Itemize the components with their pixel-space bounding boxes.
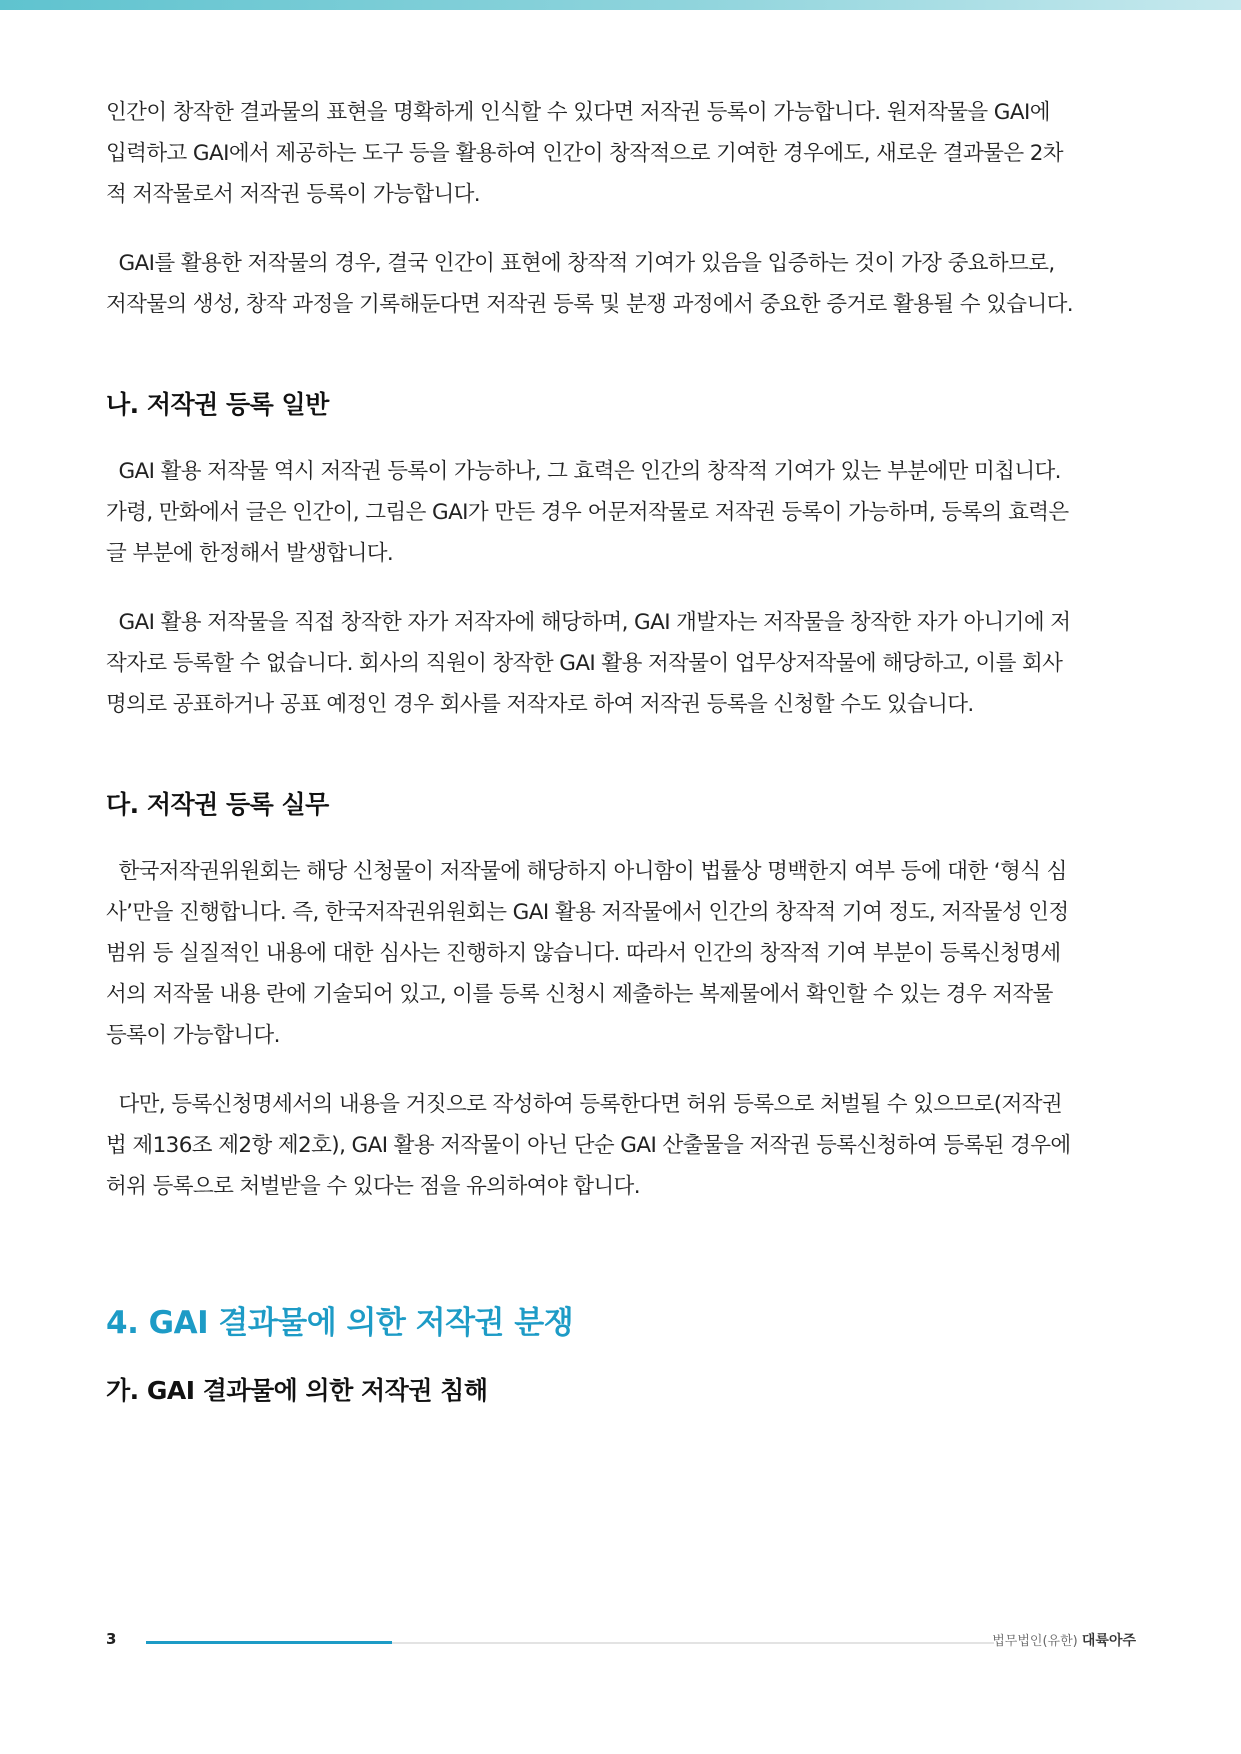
heading-registration-general: 나. 저작권 등록 일반	[106, 390, 329, 419]
text-line: GAI 활용 저작물을 직접 창작한 자가 저작자에 해당하며, GAI 개발자는 저작물을 창작한 자가 아니기에 저	[106, 610, 1071, 635]
paragraph-da-1	[106, 851, 1136, 1056]
text-line: 저작물의 생성, 창작 과정을 기록해둔다면 저작권 등록 및 분쟁 과정에서 중요한 증거로 활용될 수 있습니다.	[106, 292, 1074, 317]
text-line: 한국저작권위원회는 해당 신청물이 저작물에 해당하지 아니함이 법률상 명백한지 여부 등에 대한 ‘형식 심	[106, 859, 1067, 884]
section-heading-copyright-dispute: 4. GAI 결과물에 의한 저작권 분쟁	[106, 1305, 574, 1341]
text-line: GAI 활용 저작물 역시 저작권 등록이 가능하나, 그 효력은 인간의 창작적 기여가 있는 부분에만 미칩니다.	[106, 459, 1061, 484]
page-number: 3	[106, 1630, 117, 1648]
text-line: 작자로 등록할 수 없습니다. 회사의 직원이 창작한 GAI 활용 저작물이 업무상저작물에 해당하고, 이를 회사	[106, 651, 1063, 676]
text-line: 적 저작물로서 저작권 등록이 가능합니다.	[106, 182, 481, 207]
paragraph-da-2	[106, 1084, 1136, 1207]
footer-divider-accent	[146, 1641, 392, 1644]
heading-copyright-infringement: 가. GAI 결과물에 의한 저작권 침해	[106, 1376, 488, 1405]
text-line: 서의 저작물 내용 란에 기술되어 있고, 이를 등록 신청시 제출하는 복제물에서 확인할 수 있는 경우 저작물	[106, 982, 1053, 1007]
text-line: GAI를 활용한 저작물의 경우, 결국 인간이 표현에 창작적 기여가 있음을 입증하는 것이 가장 중요하므로,	[106, 251, 1055, 276]
text-line: 명의로 공표하거나 공표 예정인 경우 회사를 저작자로 하여 저작권 등록을 신청할 수도 있습니다.	[106, 692, 974, 717]
firm-brand-prefix: 법무법인(유한)	[992, 1634, 1078, 1649]
firm-brand	[992, 1630, 1136, 1650]
text-line: 등록이 가능합니다.	[106, 1023, 280, 1048]
text-line: 다만, 등록신청명세서의 내용을 거짓으로 작성하여 등록한다면 허위 등록으로 처벌될 수 있으므로(저작권	[106, 1092, 1063, 1117]
text-line: 글 부분에 한정해서 발생합니다.	[106, 541, 394, 566]
text-line: 법 제136조 제2항 제2호), GAI 활용 저작물이 아닌 단순 GAI 산출물을 저작권 등록신청하여 등록된 경우에	[106, 1133, 1071, 1158]
paragraph-na-2	[106, 602, 1136, 725]
document-body	[106, 92, 1136, 1409]
text-line: 사’만을 진행합니다. 즉, 한국저작권위원회는 GAI 활용 저작물에서 인간의 창작적 기여 정도, 저작물성 인정	[106, 900, 1069, 925]
text-line: 인간이 창작한 결과물의 표현을 명확하게 인식할 수 있다면 저작권 등록이 가능합니다. 원저작물을 GAI에	[106, 100, 1050, 125]
text-line: 가령, 만화에서 글은 인간이, 그림은 GAI가 만든 경우 어문저작물로 저작권 등록이 가능하며, 등록의 효력은	[106, 500, 1069, 525]
text-line: 허위 등록으로 처벌받을 수 있다는 점을 유의하여야 합니다.	[106, 1174, 640, 1199]
top-accent-bar	[0, 0, 1241, 10]
heading-registration-practice: 다. 저작권 등록 실무	[106, 790, 329, 819]
text-line: 입력하고 GAI에서 제공하는 도구 등을 활용하여 인간이 창작적으로 기여한 경우에도, 새로운 결과물은 2차	[106, 141, 1063, 166]
paragraph-na-1	[106, 451, 1136, 574]
page-footer	[106, 1628, 1136, 1658]
firm-brand-name: 대륙아주	[1081, 1633, 1136, 1649]
paragraph-intro-1	[106, 92, 1136, 215]
paragraph-intro-2	[106, 243, 1136, 325]
text-line: 범위 등 실질적인 내용에 대한 심사는 진행하지 않습니다. 따라서 인간의 창작적 기여 부분이 등록신청명세	[106, 941, 1061, 966]
